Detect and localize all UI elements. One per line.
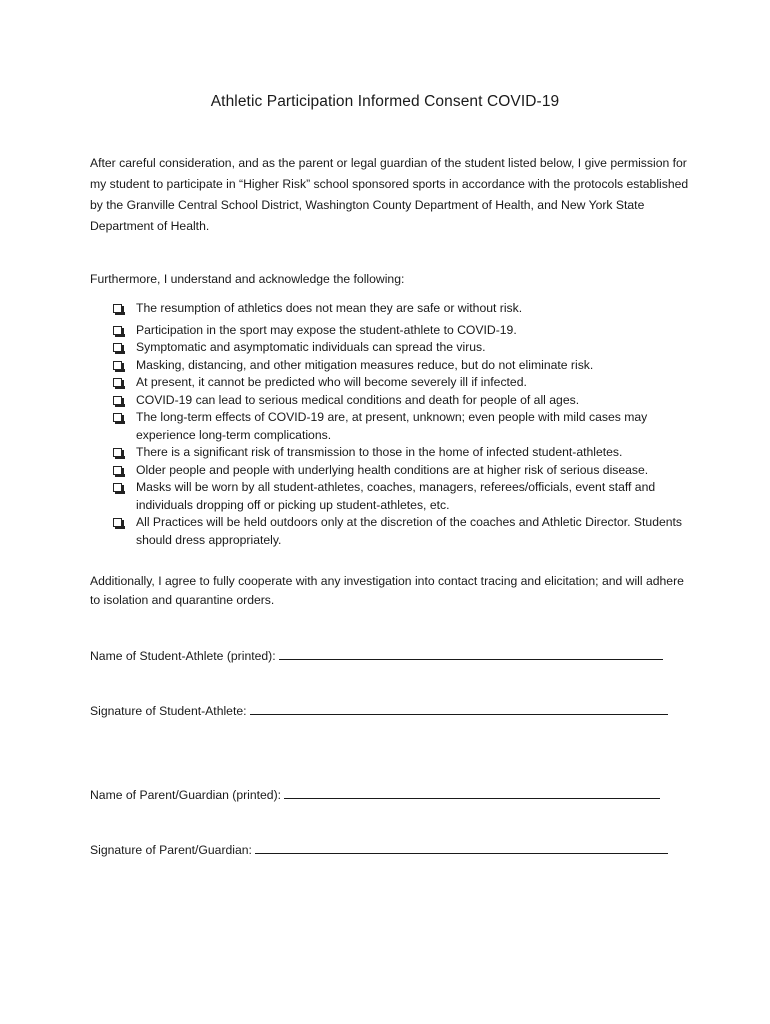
acknowledge-intro: Furthermore, I understand and acknowledge the following:	[90, 272, 405, 286]
student-name-field[interactable]	[279, 647, 663, 660]
list-item-text: Participation in the sport may expose the student-athlete to COVID-19.	[136, 322, 517, 337]
list-item-text: Symptomatic and asymptomatic individuals can spread the virus.	[136, 340, 486, 354]
list-item-text: At present, it cannot be predicted who will become severely ill if infected.	[136, 375, 527, 389]
acknowledgement-list	[113, 300, 693, 549]
checkbox-icon[interactable]	[113, 396, 122, 405]
student-signature-row	[90, 702, 668, 718]
checkbox-icon[interactable]	[113, 483, 122, 492]
checkbox-icon[interactable]	[113, 326, 122, 335]
list-item	[113, 392, 693, 410]
list-item	[113, 462, 693, 480]
list-item-text: Older people and people with underlying health conditions are at higher risk of serious disease.	[136, 462, 649, 477]
student-name-label: Name of Student-Athlete (printed):	[90, 649, 276, 663]
parent-name-row	[90, 786, 660, 802]
student-signature-field[interactable]	[250, 702, 668, 715]
parent-name-field[interactable]	[284, 786, 660, 799]
checkbox-icon[interactable]	[113, 343, 122, 352]
list-item	[113, 514, 693, 549]
student-name-row	[90, 647, 663, 663]
parent-signature-row	[90, 841, 668, 857]
list-item	[113, 444, 693, 462]
checkbox-icon[interactable]	[113, 413, 122, 422]
checkbox-icon[interactable]	[113, 378, 122, 387]
list-item	[113, 300, 693, 318]
list-item-text: All Practices will be held outdoors only at the discretion of the coaches and Athletic Director. Students should dress appropriately.	[136, 515, 683, 547]
list-item	[113, 322, 693, 340]
list-item-text: Masking, distancing, and other mitigation measures reduce, but do not eliminate risk.	[136, 357, 594, 372]
checkbox-icon[interactable]	[113, 361, 122, 370]
list-item	[113, 409, 693, 444]
checkbox-icon[interactable]	[113, 518, 122, 527]
intro-paragraph: After careful consideration, and as the parent or legal guardian of the student listed below, I give permission for my student to participate in “Higher Risk” school sponsored sports in accordance with the protocols established by the Granville Central School District, Washington County Department of Health, and New York State Department of Health.	[90, 156, 689, 233]
additional-paragraph: Additionally, I agree to fully cooperate with any investigation into contact tracing and elicitation; and will adhere to isolation and quarantine orders.	[90, 574, 684, 607]
list-item	[113, 374, 693, 392]
list-item-text: COVID-19 can lead to serious medical conditions and death for people of all ages.	[136, 392, 580, 407]
checkbox-icon[interactable]	[113, 304, 122, 313]
list-item-text: The resumption of athletics does not mean they are safe or without risk.	[136, 301, 523, 315]
parent-signature-label: Signature of Parent/Guardian:	[90, 843, 252, 857]
list-item	[113, 339, 693, 357]
parent-name-label: Name of Parent/Guardian (printed):	[90, 788, 282, 802]
list-item	[113, 357, 693, 375]
document-title: Athletic Participation Informed Consent COVID-19	[210, 93, 560, 110]
parent-signature-field[interactable]	[255, 841, 668, 854]
list-item-text: There is a significant risk of transmission to those in the home of infected student-athletes.	[136, 445, 623, 459]
list-item-text: The long-term effects of COVID-19 are, at present, unknown; even people with mild cases may experience long-term complications.	[136, 410, 648, 442]
checkbox-icon[interactable]	[113, 466, 122, 475]
student-signature-label: Signature of Student-Athlete:	[90, 704, 247, 718]
list-item-text: Masks will be worn by all student-athletes, coaches, managers, referees/officials, event staff and individuals dropping off or picking up student-athletes, etc.	[136, 480, 656, 512]
checkbox-icon[interactable]	[113, 448, 122, 457]
list-item	[113, 479, 693, 514]
